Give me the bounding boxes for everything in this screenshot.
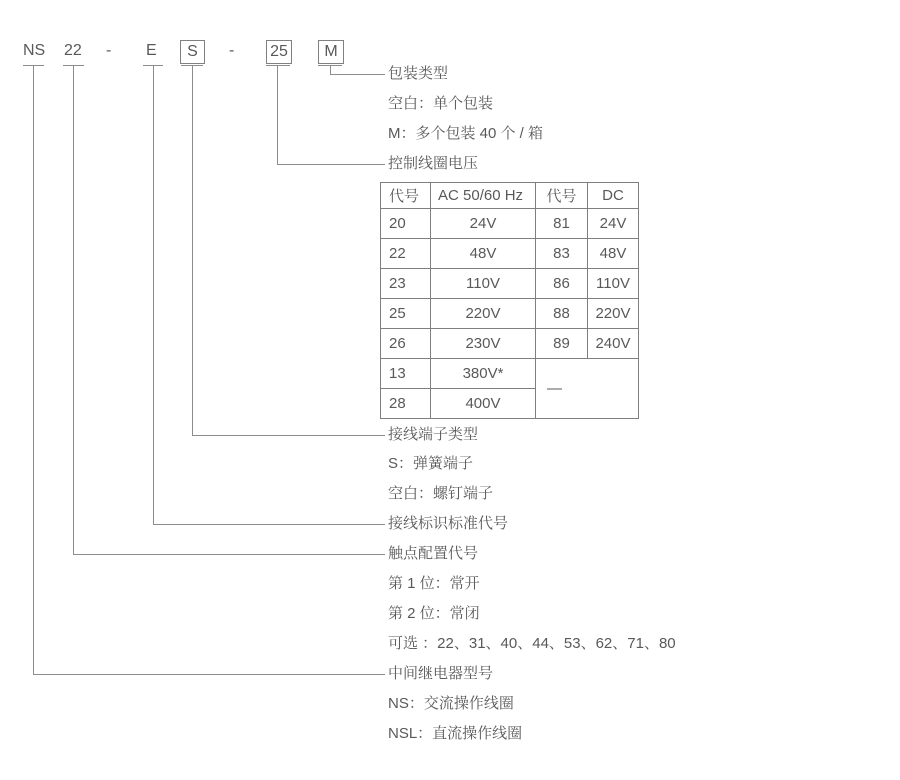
cell-ac-voltage: 400V bbox=[431, 389, 536, 419]
header-dc: DC bbox=[588, 183, 639, 209]
model-note-nsl: NSL：直流操作线圈 bbox=[388, 725, 523, 742]
code-segment-marking: E bbox=[146, 42, 157, 59]
packaging-title: 包装类型 bbox=[388, 65, 449, 82]
cell-ac-code: 28 bbox=[381, 389, 431, 419]
cell-dc-voltage: 24V bbox=[588, 209, 639, 239]
table-header-row bbox=[381, 183, 639, 209]
cell-dc-code: 88 bbox=[536, 299, 588, 329]
leader-horizontal-ns bbox=[33, 674, 385, 675]
model-title: 中间继电器型号 bbox=[388, 665, 494, 682]
cell-ac-code: 25 bbox=[381, 299, 431, 329]
leader-vertical-packaging bbox=[330, 65, 331, 74]
cell-ac-code: 13 bbox=[381, 359, 431, 389]
marking-title: 接线标识标准代号 bbox=[388, 515, 509, 532]
header-code-ac: 代号 bbox=[381, 183, 431, 209]
model-note-ns: NS：交流操作线圈 bbox=[388, 695, 514, 712]
code-segment-voltage: 25 bbox=[266, 40, 292, 64]
leader-horizontal-contacts bbox=[73, 554, 385, 555]
contacts-title: 触点配置代号 bbox=[388, 545, 479, 562]
table-row bbox=[381, 239, 639, 269]
tick-voltage bbox=[266, 65, 290, 66]
coil-voltage-table bbox=[380, 182, 639, 419]
cell-dc-voltage: 110V bbox=[588, 269, 639, 299]
table-row bbox=[381, 269, 639, 299]
code-separator-2: - bbox=[229, 42, 235, 59]
contacts-note-1: 第 1 位：常开 bbox=[388, 575, 480, 592]
cell-dc-code: 89 bbox=[536, 329, 588, 359]
cell-ac-code: 26 bbox=[381, 329, 431, 359]
cell-ac-voltage: 220V bbox=[431, 299, 536, 329]
cell-ac-voltage: 110V bbox=[431, 269, 536, 299]
table-row bbox=[381, 329, 639, 359]
code-segment-contacts: 22 bbox=[64, 42, 82, 59]
cell-ac-code: 20 bbox=[381, 209, 431, 239]
code-segment-packaging: M bbox=[318, 40, 344, 64]
code-separator-1: - bbox=[106, 42, 112, 59]
leader-vertical-ns bbox=[33, 65, 34, 674]
cell-dc-voltage: 48V bbox=[588, 239, 639, 269]
header-code-dc: 代号 bbox=[536, 183, 588, 209]
leader-vertical-contacts bbox=[73, 65, 74, 554]
cell-ac-voltage: 380V* bbox=[431, 359, 536, 389]
cell-dc-none: — bbox=[536, 359, 639, 419]
table-row bbox=[381, 359, 639, 389]
cell-dc-code: 86 bbox=[536, 269, 588, 299]
leader-vertical-marking bbox=[153, 65, 154, 524]
cell-dc-code: 83 bbox=[536, 239, 588, 269]
cell-dc-code: 81 bbox=[536, 209, 588, 239]
packaging-note-blank: 空白：单个包装 bbox=[388, 95, 494, 112]
code-segment-ns: NS bbox=[23, 42, 46, 59]
cell-ac-voltage: 230V bbox=[431, 329, 536, 359]
cell-ac-voltage: 24V bbox=[431, 209, 536, 239]
table-row bbox=[381, 299, 639, 329]
cell-dc-voltage: 220V bbox=[588, 299, 639, 329]
code-segment-terminal: S bbox=[180, 40, 205, 64]
leader-horizontal-voltage bbox=[277, 164, 385, 165]
leader-vertical-terminal bbox=[192, 65, 193, 435]
leader-horizontal-marking bbox=[153, 524, 385, 525]
cell-ac-voltage: 48V bbox=[431, 239, 536, 269]
terminal-note-blank: 空白：螺钉端子 bbox=[388, 485, 494, 502]
terminal-title: 接线端子类型 bbox=[388, 426, 479, 443]
contacts-note-options: 可选 ：22、31、40、44、53、62、71、80 bbox=[388, 635, 676, 652]
leader-horizontal-packaging bbox=[330, 74, 385, 75]
voltage-title: 控制线圈电压 bbox=[388, 155, 479, 172]
cell-ac-code: 23 bbox=[381, 269, 431, 299]
leader-horizontal-terminal bbox=[192, 435, 385, 436]
terminal-note-s: S：弹簧端子 bbox=[388, 455, 474, 472]
packaging-note-m: M：多个包装 40 个 / 箱 bbox=[388, 125, 544, 142]
table-row bbox=[381, 209, 639, 239]
cell-ac-code: 22 bbox=[381, 239, 431, 269]
cell-dc-voltage: 240V bbox=[588, 329, 639, 359]
contacts-note-2: 第 2 位：常闭 bbox=[388, 605, 480, 622]
header-ac: AC 50/60 Hz bbox=[431, 183, 536, 209]
leader-vertical-voltage bbox=[277, 65, 278, 164]
